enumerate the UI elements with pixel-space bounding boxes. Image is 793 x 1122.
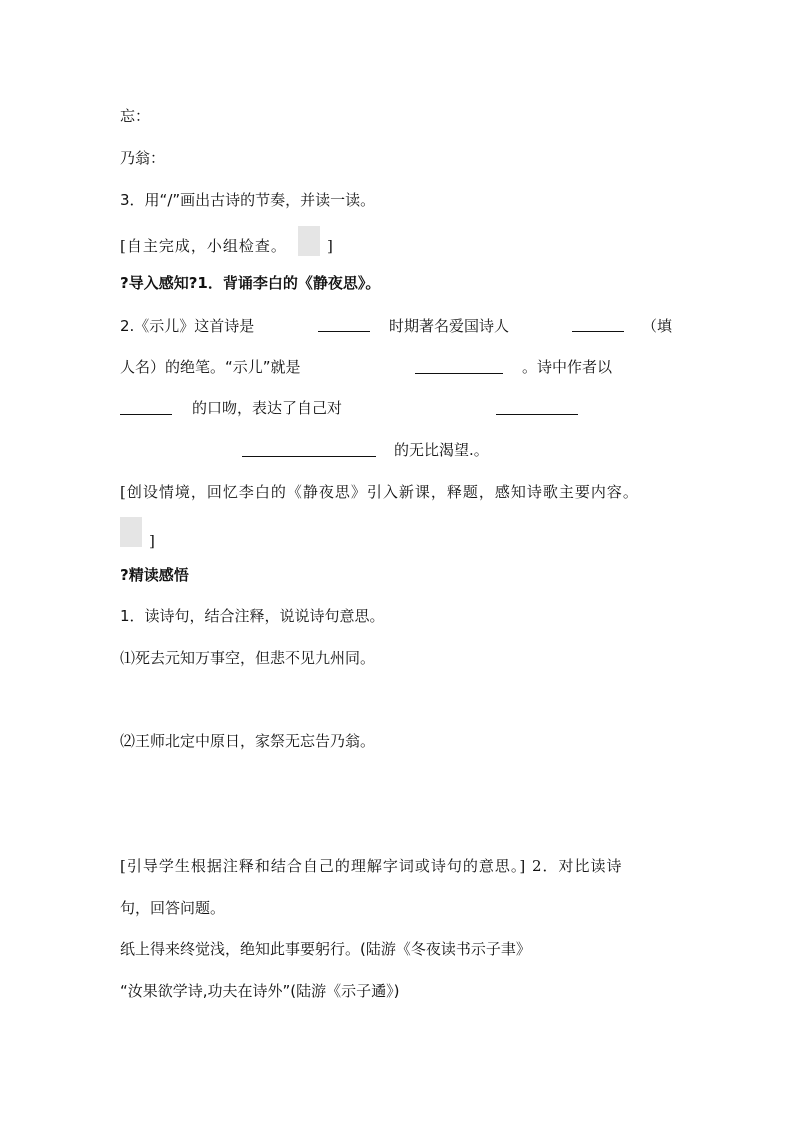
quote-2: “汝果欲学诗,功夫在诗外”(陆游《示子遹》)	[120, 982, 400, 1000]
quote-1: 纸上得来终觉浅，绝知此事要躬行。(陆游《冬夜读书示子聿》	[120, 940, 531, 958]
question-2-part-d: 人名）的绝笔。“示儿”就是	[120, 358, 301, 376]
vocab-naiweng: 乃翁：	[120, 149, 166, 167]
blank-tone[interactable]	[120, 414, 172, 415]
poem-line-1: ⑴死去元知万事空，但悲不见九州同。	[120, 649, 376, 667]
teaching-note-3-continued: 句，回答问题。	[120, 899, 226, 917]
blank-dynasty[interactable]	[318, 331, 370, 332]
teaching-note-3: [引导学生根据注释和结合自己的理解字词或诗句的意思。] 2．对比读诗	[120, 857, 623, 875]
question-2-part-a: 2.《示儿》这首诗是	[120, 317, 255, 335]
gray-placeholder-box	[298, 226, 320, 256]
blank-object-part1[interactable]	[496, 414, 578, 415]
question-2-part-c: （填	[642, 317, 673, 335]
section-reading-heading: ?精读感悟	[120, 566, 189, 584]
reading-question-1: 1．读诗句，结合注释，说说诗句意思。	[120, 607, 385, 625]
blank-object-part2[interactable]	[242, 456, 376, 457]
question-2-part-f: 的口吻，表达了自己对	[192, 399, 343, 417]
blank-poet-name[interactable]	[572, 331, 624, 332]
poem-line-2: ⑵王师北定中原日，家祭无忘告乃翁。	[120, 732, 376, 750]
section-intro-heading: ?导入感知?1．背诵李白的《静夜思》。	[120, 274, 381, 292]
blank-title-meaning[interactable]	[415, 373, 503, 374]
question-2-part-b: 时期著名爱国诗人	[389, 317, 510, 335]
vocab-wang: 忘：	[120, 107, 151, 125]
teaching-note-1-text: [自主完成，小组检查。	[120, 237, 287, 255]
gray-placeholder-box-2	[120, 517, 142, 547]
question-2-part-g: 的无比渴望.。	[394, 441, 489, 459]
question-2-part-e: 。诗中作者以	[522, 358, 613, 376]
teaching-note-1	[120, 236, 287, 256]
teaching-note-2-close: ]	[149, 532, 156, 550]
teaching-note-1-close: ]	[327, 237, 334, 255]
teaching-note-2: [创设情境，回忆李白的《静夜思》引入新课，释题，感知诗歌主要内容。	[120, 483, 639, 501]
question-3: 3．用“/”画出古诗的节奏，并读一读。	[120, 191, 376, 209]
